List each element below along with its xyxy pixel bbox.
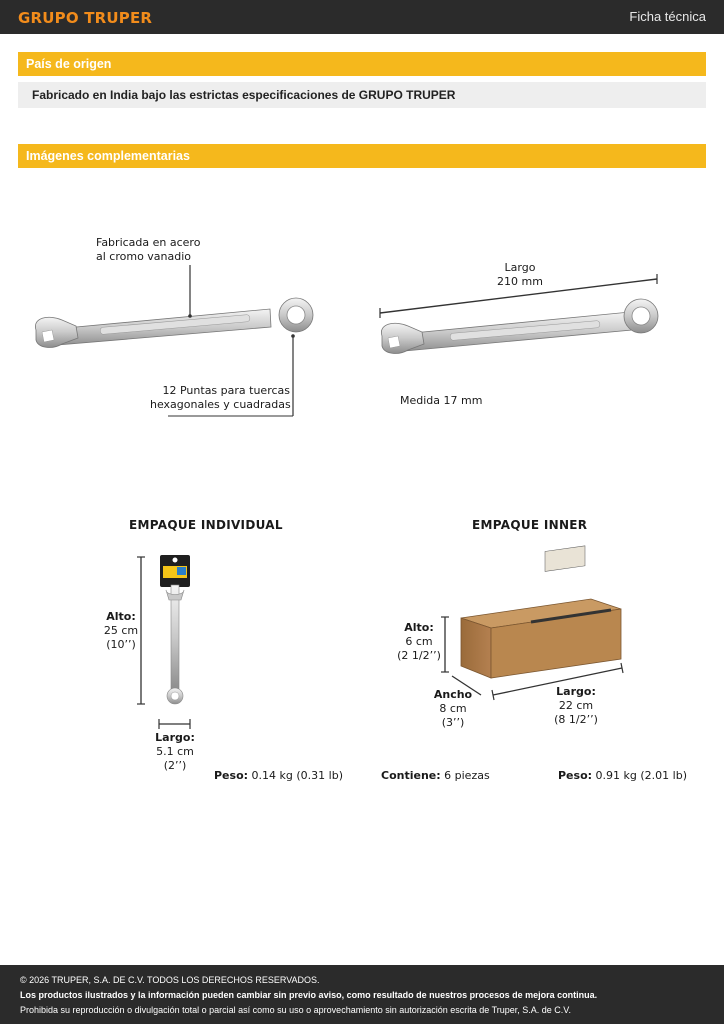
wrench-left-image [35, 298, 313, 347]
inner-length-label: Largo: 22 cm (8 1/2’’) [554, 685, 598, 726]
inner-width-label: Ancho 8 cm (3’’) [433, 688, 473, 729]
individual-package-title: EMPAQUE INDIVIDUAL [129, 518, 283, 532]
footer-copyright: © 2026 TRUPER, S.A. DE C.V. TODOS LOS DERECHOS RESERVADOS. [20, 975, 320, 985]
images-section-title: Imágenes complementarias [26, 149, 190, 163]
inner-contains: Contiene: 6 piezas [381, 769, 490, 782]
origin-section-title: País de origen [26, 57, 112, 71]
footer-notice: Los productos ilustrados y la información pueden cambiar sin previo aviso, como resultado de nuestros procesos de mejora continua. [20, 990, 598, 1000]
size-label: Medida 17 mm [400, 394, 483, 407]
inner-height-label: Alto: 6 cm (2 1/2’’) [397, 621, 441, 662]
individual-weight: Peso: 0.14 kg (0.31 lb) [214, 769, 343, 782]
individual-length-label: Largo: 5.1 cm (2’’) [155, 731, 195, 772]
inner-package-title: EMPAQUE INNER [472, 518, 588, 532]
length-label: Largo 210 mm [497, 261, 543, 288]
points-label: 12 Puntas para tuercas hexagonales y cuadradas [150, 384, 291, 411]
footer [0, 965, 724, 1024]
individual-height-label: Alto: 25 cm (10’’) [103, 610, 139, 651]
footer-prohibition: Prohibida su reproducción o divulgación total o parcial así como su uso o aprovechamiento sin autorización escrita de Truper, S.A. de C.V. [20, 1005, 571, 1015]
inner-weight: Peso: 0.91 kg (2.01 lb) [558, 769, 687, 782]
document-type: Ficha técnica [629, 9, 706, 24]
inner-box-image [461, 546, 621, 678]
individual-package-image [160, 555, 190, 704]
brand-logo: GRUPO TRUPER [18, 9, 153, 27]
material-label: Fabricada en acero al cromo vanadio [96, 236, 201, 263]
origin-text: Fabricado en India bajo las estrictas especificaciones de GRUPO TRUPER [32, 88, 456, 102]
